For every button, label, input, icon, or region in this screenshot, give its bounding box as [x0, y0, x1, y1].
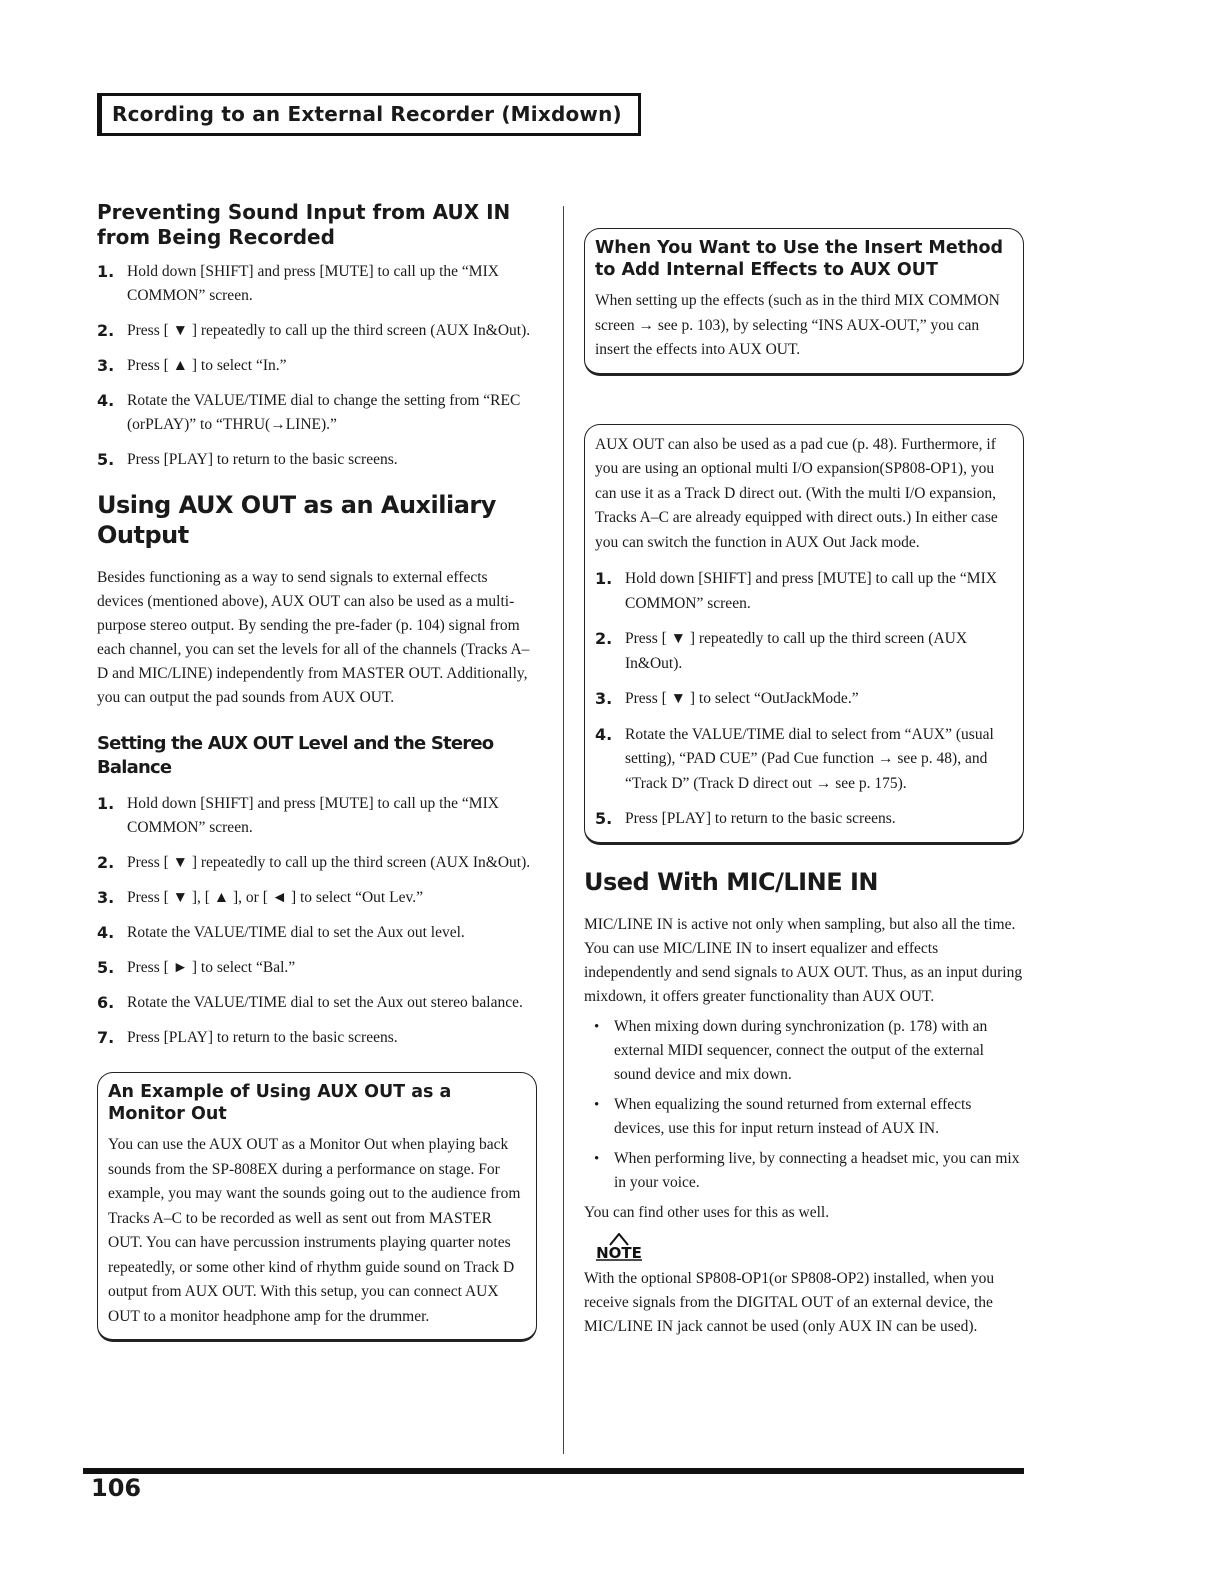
step-item [97, 389, 537, 437]
step-number: 3. [97, 888, 115, 907]
step-text: Press [ ▼ ] repeatedly to call up the third screen (AUX In&Out). [127, 854, 531, 871]
step-text: Press [PLAY] to return to the basic screens. [625, 810, 896, 827]
step-item [97, 921, 537, 945]
step-item [595, 567, 1011, 616]
note-icon-label: NOTE [596, 1243, 642, 1262]
bullet-icon: • [594, 1150, 600, 1167]
box-title: An Example of Using AUX OUT as a Monitor Out [108, 1082, 452, 1124]
bullet-text: When performing live, by connecting a headset mic, you can mix in your voice. [614, 1149, 1020, 1191]
box-body: AUX OUT can also be used as a pad cue (p. 48). Furthermore, if you are using an optional multi I/O expansion(SP808-OP1), you can use it as a Track D direct out. (With the multi I/O expansion, Tracks A–C are already equipped with direct outs.) In either case you can switch the function in AUX Out Jack mode. [595, 435, 998, 551]
steps-list [595, 567, 1011, 832]
section-title-aux-out-output: Using AUX OUT as an Auxiliary Output [97, 491, 496, 549]
step-number: 5. [97, 450, 115, 469]
step-text: Press [PLAY] to return to the basic screens. [127, 451, 398, 468]
step-number: 4. [97, 391, 115, 410]
step-text: Rotate the VALUE/TIME dial to set the Aux out stereo balance. [127, 994, 523, 1011]
step-item [97, 851, 537, 875]
step-item [595, 687, 1011, 712]
box-body: You can use the AUX OUT as a Monitor Out when playing back sounds from the SP-808EX during a performance on stage. For example, you may want the sounds going out to the audience from Tracks A–C to be recorded as well as sent out from MASTER OUT. You can have percussion instruments playing quarter notes repeatedly, or some other kind of rhythm guide sound on Track D output from AUX OUT. With this setup, you can connect AUX OUT to a monitor headphone amp for the drummer. [108, 1136, 521, 1325]
steps-list [97, 792, 537, 1050]
step-text: Rotate the VALUE/TIME dial to set the Aux out level. [127, 924, 465, 941]
left-column [97, 200, 537, 1342]
page-number: 106 [91, 1474, 142, 1502]
bullet-text: When equalizing the sound returned from external effects devices, use this for input return instead of AUX IN. [614, 1095, 972, 1137]
insert-method-box [584, 228, 1024, 376]
step-item [97, 956, 537, 980]
right-column [584, 228, 1024, 1339]
step-number: 2. [97, 321, 115, 340]
step-item [595, 627, 1011, 676]
step-number: 4. [97, 923, 115, 942]
step-item [595, 807, 1011, 832]
bullet-icon: • [594, 1096, 600, 1113]
subsection-title-aux-out-level: Setting the AUX OUT Level and the Stereo Balance [97, 733, 494, 778]
step-text: Press [ ► ] to select “Bal.” [127, 959, 296, 976]
step-text: Rotate the VALUE/TIME dial to change the setting from “REC (orPLAY)” to “THRU(→LINE).” [127, 392, 521, 433]
bullet-item [584, 1015, 1024, 1087]
step-item [97, 886, 537, 910]
step-text: Press [PLAY] to return to the basic screens. [127, 1029, 398, 1046]
step-number: 1. [97, 794, 115, 813]
column-divider [563, 206, 564, 1454]
step-item [97, 319, 537, 343]
box-title: When You Want to Use the Insert Method to Add Internal Effects to AUX OUT [595, 238, 1004, 280]
step-number: 5. [97, 958, 115, 977]
step-item [97, 792, 537, 840]
bullet-text: When mixing down during synchronization (p. 178) with an external MIDI sequencer, connect the output of the external sound device and mix down. [614, 1017, 988, 1083]
step-text: Press [ ▼ ], [ ▲ ], or [ ◄ ] to select “Out Lev.” [127, 889, 423, 906]
step-item [97, 448, 537, 472]
section-title-preventing-aux-in: Preventing Sound Input from AUX IN from Being Recorded [97, 200, 511, 249]
step-item [595, 723, 1011, 797]
step-number: 2. [595, 629, 613, 648]
step-number: 2. [97, 853, 115, 872]
step-item [97, 1026, 537, 1050]
step-text: Hold down [SHIFT] and press [MUTE] to call up the “MIX COMMON” screen. [625, 570, 997, 612]
step-text: Press [ ▼ ] repeatedly to call up the third screen (AUX In&Out). [625, 630, 968, 672]
bullet-icon: • [594, 1018, 600, 1035]
step-text: Press [ ▲ ] to select “In.” [127, 357, 287, 374]
bullet-item [584, 1147, 1024, 1195]
step-number: 4. [595, 724, 613, 744]
section-body: Besides functioning as a way to send signals to external effects devices (mentioned above), AUX OUT can also be used as a multi-purpose stereo output. By sending the pre-fader (p. 104) signal from each channel, you can set the levels for all of the channels (Tracks A–D and MIC/LINE) independently from MASTER OUT. Additionally, you can output the pad sounds from AUX OUT. [97, 569, 530, 706]
box-body: When setting up the effects (such as in the third MIX COMMON screen → see p. 103), by selecting “INS AUX-OUT,” you can insert the effects into AUX OUT. [595, 292, 1000, 358]
steps-list [97, 260, 537, 472]
footer-rule [83, 1468, 1024, 1474]
step-number: 7. [97, 1028, 115, 1047]
step-number: 6. [97, 993, 115, 1012]
section-footer: You can find other uses for this as well. [584, 1203, 830, 1221]
step-number: 3. [97, 356, 115, 375]
step-text: Press [ ▼ ] repeatedly to call up the third screen (AUX In&Out). [127, 322, 531, 339]
example-monitor-out-box [97, 1072, 537, 1342]
step-text: Rotate the VALUE/TIME dial to select from “AUX” (usual setting), “PAD CUE” (Pad Cue function → see p. 48), and “Track D” (Track D direct out → see p. 175). [625, 725, 994, 792]
chapter-header: Rcording to an External Recorder (Mixdown) [97, 93, 641, 136]
step-item [97, 260, 537, 308]
step-item [97, 991, 537, 1015]
step-text: Hold down [SHIFT] and press [MUTE] to call up the “MIX COMMON” screen. [127, 263, 499, 304]
bullet-item [584, 1093, 1024, 1141]
step-text: Press [ ▼ ] to select “OutJackMode.” [625, 690, 859, 707]
step-item [97, 354, 537, 378]
pad-cue-box [584, 424, 1024, 845]
step-number: 5. [595, 809, 613, 828]
note-text: With the optional SP808-OP1(or SP808-OP2) installed, when you receive signals from the DIGITAL OUT of an external device, the MIC/LINE IN jack cannot be used (only AUX IN can be used). [584, 1269, 995, 1335]
section-title-mic-line-in: Used With MIC/LINE IN [584, 867, 878, 896]
bullet-list [584, 1015, 1024, 1195]
step-number: 1. [97, 262, 115, 281]
section-body: MIC/LINE IN is active not only when sampling, but also all the time. You can use MIC/LINE IN to insert equalizer and effects independently and send signals to AUX OUT. Thus, as an input during mixdown, it offers greater functionality than AUX OUT. [584, 915, 1023, 1005]
step-number: 3. [595, 689, 613, 708]
note-icon [590, 1233, 648, 1263]
step-number: 1. [595, 569, 613, 588]
step-text: Hold down [SHIFT] and press [MUTE] to call up the “MIX COMMON” screen. [127, 795, 499, 836]
